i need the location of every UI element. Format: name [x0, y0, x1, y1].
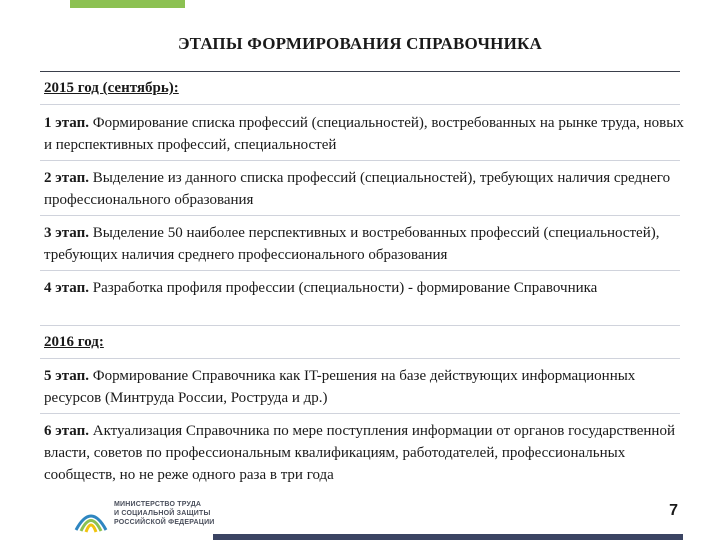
ministry-line: МИНИСТЕРСТВО ТРУДА	[114, 501, 202, 508]
stage-text: Выделение из данного списка профессий (специальностей), требующих наличия среднего профессионального образования	[44, 170, 671, 208]
bottom-bar	[213, 534, 683, 540]
divider	[40, 358, 680, 359]
ministry-logo-icon	[72, 500, 110, 541]
stage-text: Формирование Справочника как IT-решения на базе действующих информационных ресурсов (Минтруда России, Роструда и др.)	[44, 368, 636, 406]
ministry-line: РОССИЙСКОЙ ФЕДЕРАЦИИ	[114, 519, 215, 526]
stage-4	[44, 277, 684, 299]
year-2016-heading: 2016 год:	[44, 334, 104, 350]
top-accent-bar	[70, 0, 185, 8]
ministry-name	[114, 500, 215, 527]
stage-label: 3 этап.	[44, 225, 89, 241]
divider	[40, 104, 680, 105]
page-number: 7	[669, 502, 678, 519]
stage-6	[44, 420, 684, 486]
divider	[40, 413, 680, 414]
divider	[40, 215, 680, 216]
stage-text: Формирование списка профессий (специальностей), востребованных на рынке труда, новых и перспективных профессий, специальностей	[44, 115, 684, 153]
stage-text: Разработка профиля профессии (специальности) - формирование Справочника	[92, 280, 598, 296]
stage-label: 6 этап.	[44, 423, 89, 439]
year-2015-heading: 2015 год (сентябрь):	[44, 80, 179, 96]
divider	[40, 325, 680, 326]
ministry-line: И СОЦИАЛЬНОЙ ЗАЩИТЫ	[114, 510, 211, 517]
page-title: ЭТАПЫ ФОРМИРОВАНИЯ СПРАВОЧНИКА	[177, 34, 543, 53]
stage-5	[44, 365, 684, 409]
stage-text: Выделение 50 наиболее перспективных и востребованных профессий (специальностей), требующих наличия среднего профессионального образования	[44, 225, 660, 263]
stage-3	[44, 222, 684, 266]
stage-label: 2 этап.	[44, 170, 89, 186]
stage-label: 4 этап.	[44, 280, 89, 296]
divider	[40, 270, 680, 271]
stage-1	[44, 112, 684, 156]
stage-label: 1 этап.	[44, 115, 89, 131]
divider	[40, 160, 680, 161]
title-divider	[40, 71, 680, 72]
stage-label: 5 этап.	[44, 368, 89, 384]
stage-2	[44, 167, 684, 211]
stage-text: Актуализация Справочника по мере поступления информации от органов государственной власти, советов по профессиональным квалификациям, работодателей, профессиональных сообществ, но не реже одного раза в три года	[44, 423, 675, 483]
